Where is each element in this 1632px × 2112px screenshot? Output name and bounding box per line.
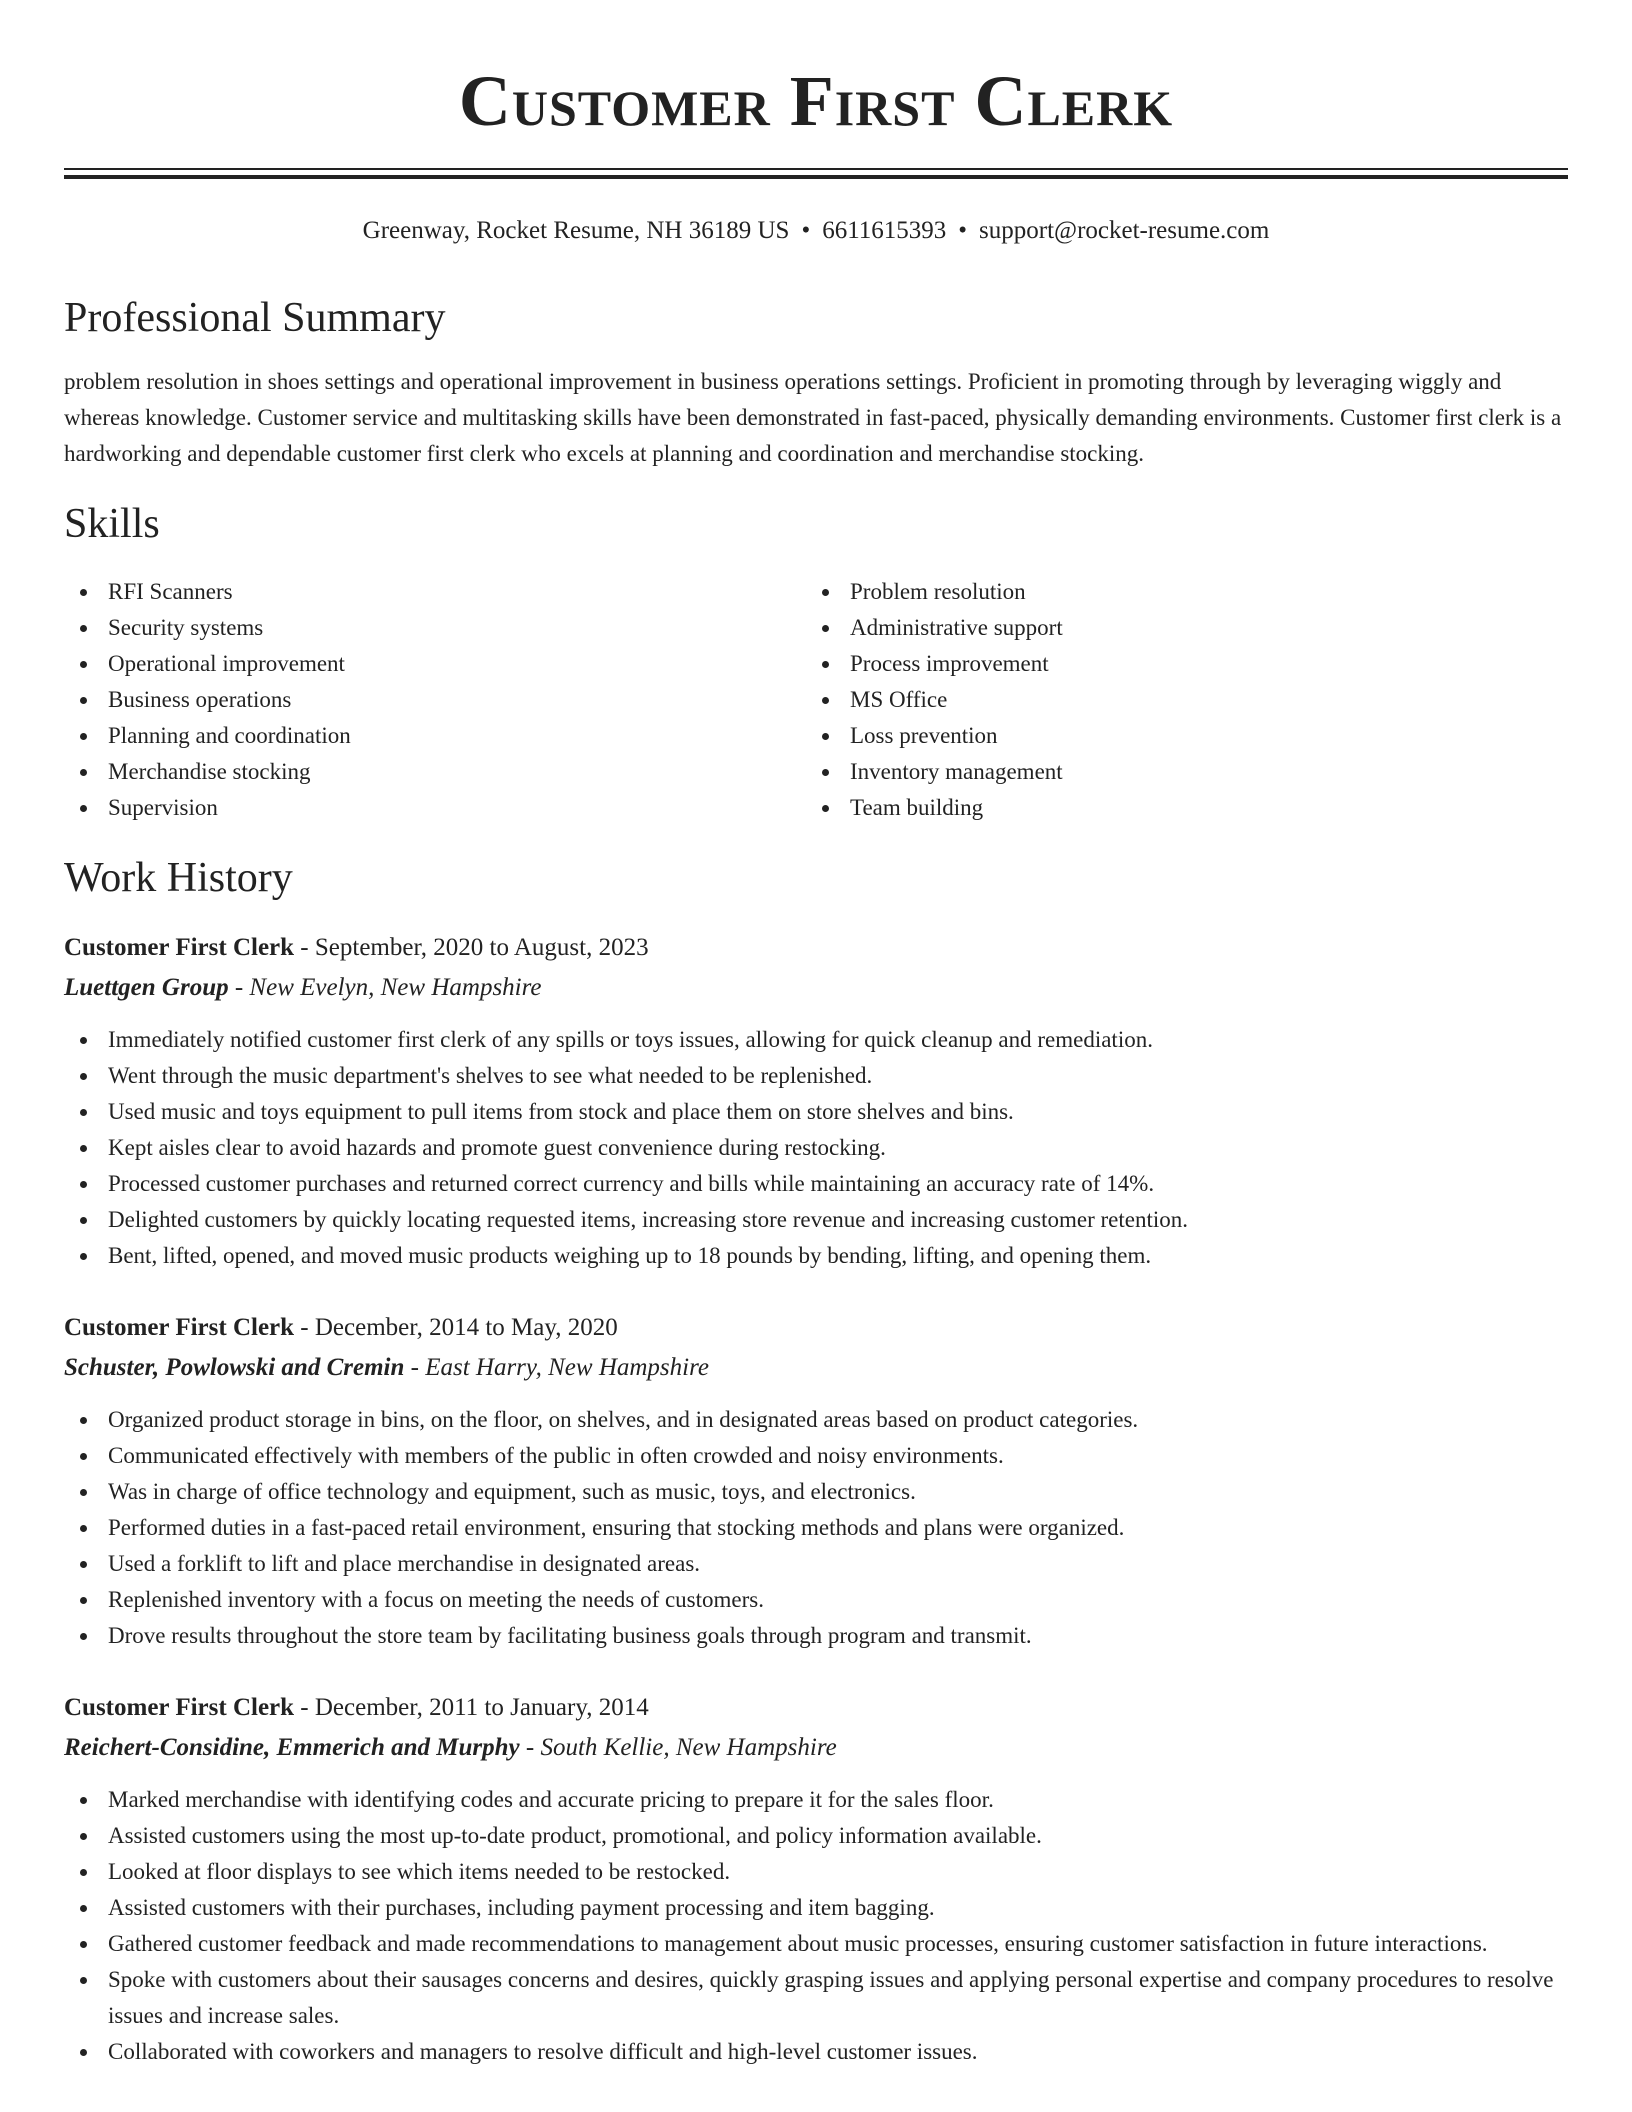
contact-separator: • <box>958 217 968 244</box>
job-company-line <box>64 1348 1568 1388</box>
candidate-name: Customer First Clerk <box>458 61 1174 141</box>
contact-email: support@rocket-resume.com <box>979 217 1270 244</box>
job-title: Customer First Clerk <box>64 1314 295 1341</box>
job-bullet: Went through the music department's shelves to see what needed to be replenished. <box>64 1058 1568 1094</box>
skill-item: Operational improvement <box>64 646 764 682</box>
job-bullet: Communicated effectively with members of the public in often crowded and noisy environments. <box>64 1438 1568 1474</box>
summary-heading: Professional Summary <box>64 295 446 341</box>
skill-item: RFI Scanners <box>64 574 764 610</box>
job-bullet: Bent, lifted, opened, and moved music products weighing up to 18 pounds by bending, lifting, and opening them. <box>64 1238 1568 1274</box>
job-company: Schuster, Powlowski and Cremin <box>64 1354 405 1381</box>
job-bullet: Kept aisles clear to avoid hazards and promote guest convenience during restocking. <box>64 1130 1568 1166</box>
skill-item: Planning and coordination <box>64 718 764 754</box>
job-entry <box>64 1688 1568 2070</box>
skill-item: Inventory management <box>806 754 1506 790</box>
job-bullet: Assisted customers with their purchases, including payment processing and item bagging. <box>64 1890 1568 1926</box>
header-divider-thin <box>64 168 1568 170</box>
job-title: Customer First Clerk <box>64 1694 295 1721</box>
job-bullet: Used music and toys equipment to pull items from stock and place them on store shelves and bins. <box>64 1094 1568 1130</box>
job-bullet: Organized product storage in bins, on the floor, on shelves, and in designated areas based on product categories. <box>64 1402 1568 1438</box>
job-bullet: Processed customer purchases and returned correct currency and bills while maintaining an accuracy rate of 14%. <box>64 1166 1568 1202</box>
skills-list-right <box>806 574 1506 826</box>
job-bullet: Replenished inventory with a focus on meeting the needs of customers. <box>64 1582 1568 1618</box>
job-bullet: Performed duties in a fast-paced retail environment, ensuring that stocking methods and plans were organized. <box>64 1510 1568 1546</box>
job-location: - New Evelyn, New Hampshire <box>228 974 542 1001</box>
job-bullet: Was in charge of office technology and equipment, such as music, toys, and electronics. <box>64 1474 1568 1510</box>
skill-item: Security systems <box>64 610 764 646</box>
job-title-line <box>64 1308 1568 1348</box>
job-bullets <box>64 1782 1568 2070</box>
contact-address: Greenway, Rocket Resume, NH 36189 US <box>362 217 790 244</box>
skill-item: Business operations <box>64 682 764 718</box>
header-divider-thick <box>64 175 1568 179</box>
job-bullet: Immediately notified customer first clerk of any spills or toys issues, allowing for quick cleanup and remediation. <box>64 1022 1568 1058</box>
job-dates: - December, 2014 to May, 2020 <box>294 1314 618 1341</box>
job-title: Customer First Clerk <box>64 934 295 961</box>
job-entry <box>64 928 1568 1274</box>
resume-page <box>64 0 1568 2064</box>
skill-item: MS Office <box>806 682 1506 718</box>
job-dates: - December, 2011 to January, 2014 <box>294 1694 649 1721</box>
skill-item: Administrative support <box>806 610 1506 646</box>
job-bullet: Marked merchandise with identifying codes and accurate pricing to prepare it for the sales floor. <box>64 1782 1568 1818</box>
job-bullet: Drove results throughout the store team by facilitating business goals through program and transmit. <box>64 1618 1568 1654</box>
job-bullet: Gathered customer feedback and made recommendations to management about music processes, ensuring customer satisfaction in future interactions. <box>64 1926 1568 1962</box>
skill-item: Process improvement <box>806 646 1506 682</box>
skill-item: Loss prevention <box>806 718 1506 754</box>
job-location: - South Kellie, New Hampshire <box>519 1734 837 1761</box>
skill-item: Supervision <box>64 790 764 826</box>
contact-phone: 6611615393 <box>822 217 947 244</box>
job-company: Luettgen Group <box>64 974 229 1001</box>
job-dates: - September, 2020 to August, 2023 <box>294 934 649 961</box>
job-bullet: Spoke with customers about their sausages concerns and desires, quickly grasping issues and applying personal expertise and company procedures to resolve issues and increase sales. <box>64 1962 1568 2034</box>
job-title-line <box>64 928 1568 968</box>
work-history-heading: Work History <box>64 855 293 901</box>
job-bullet: Looked at floor displays to see which items needed to be restocked. <box>64 1854 1568 1890</box>
job-bullets <box>64 1402 1568 1654</box>
job-company: Reichert-Considine, Emmerich and Murphy <box>64 1734 520 1761</box>
skills-heading: Skills <box>64 501 160 547</box>
job-location: - East Harry, New Hampshire <box>404 1354 710 1381</box>
job-entry <box>64 1308 1568 1654</box>
contact-line <box>64 212 1568 250</box>
skill-item: Problem resolution <box>806 574 1506 610</box>
job-bullet: Collaborated with coworkers and managers to resolve difficult and high-level customer issues. <box>64 2034 1568 2070</box>
job-bullets <box>64 1022 1568 1274</box>
job-company-line <box>64 968 1568 1008</box>
job-title-line <box>64 1688 1568 1728</box>
contact-separator: • <box>801 217 811 244</box>
skill-item: Merchandise stocking <box>64 754 764 790</box>
job-company-line <box>64 1728 1568 1768</box>
skill-item: Team building <box>806 790 1506 826</box>
skills-list-left <box>64 574 764 826</box>
job-bullet: Assisted customers using the most up-to-date product, promotional, and policy information available. <box>64 1818 1568 1854</box>
summary-text: problem resolution in shoes settings and operational improvement in business operations settings. Proficient in promoting through by leveraging wiggly and whereas knowledge. Customer service and multitasking skills have been demonstrated in fast-paced, physically demanding environments. Customer first clerk is a hardworking and dependable customer first clerk who excels at planning and coordination and merchandise stocking. <box>64 369 1562 466</box>
job-bullet: Delighted customers by quickly locating requested items, increasing store revenue and increasing customer retention. <box>64 1202 1568 1238</box>
job-bullet: Used a forklift to lift and place merchandise in designated areas. <box>64 1546 1568 1582</box>
